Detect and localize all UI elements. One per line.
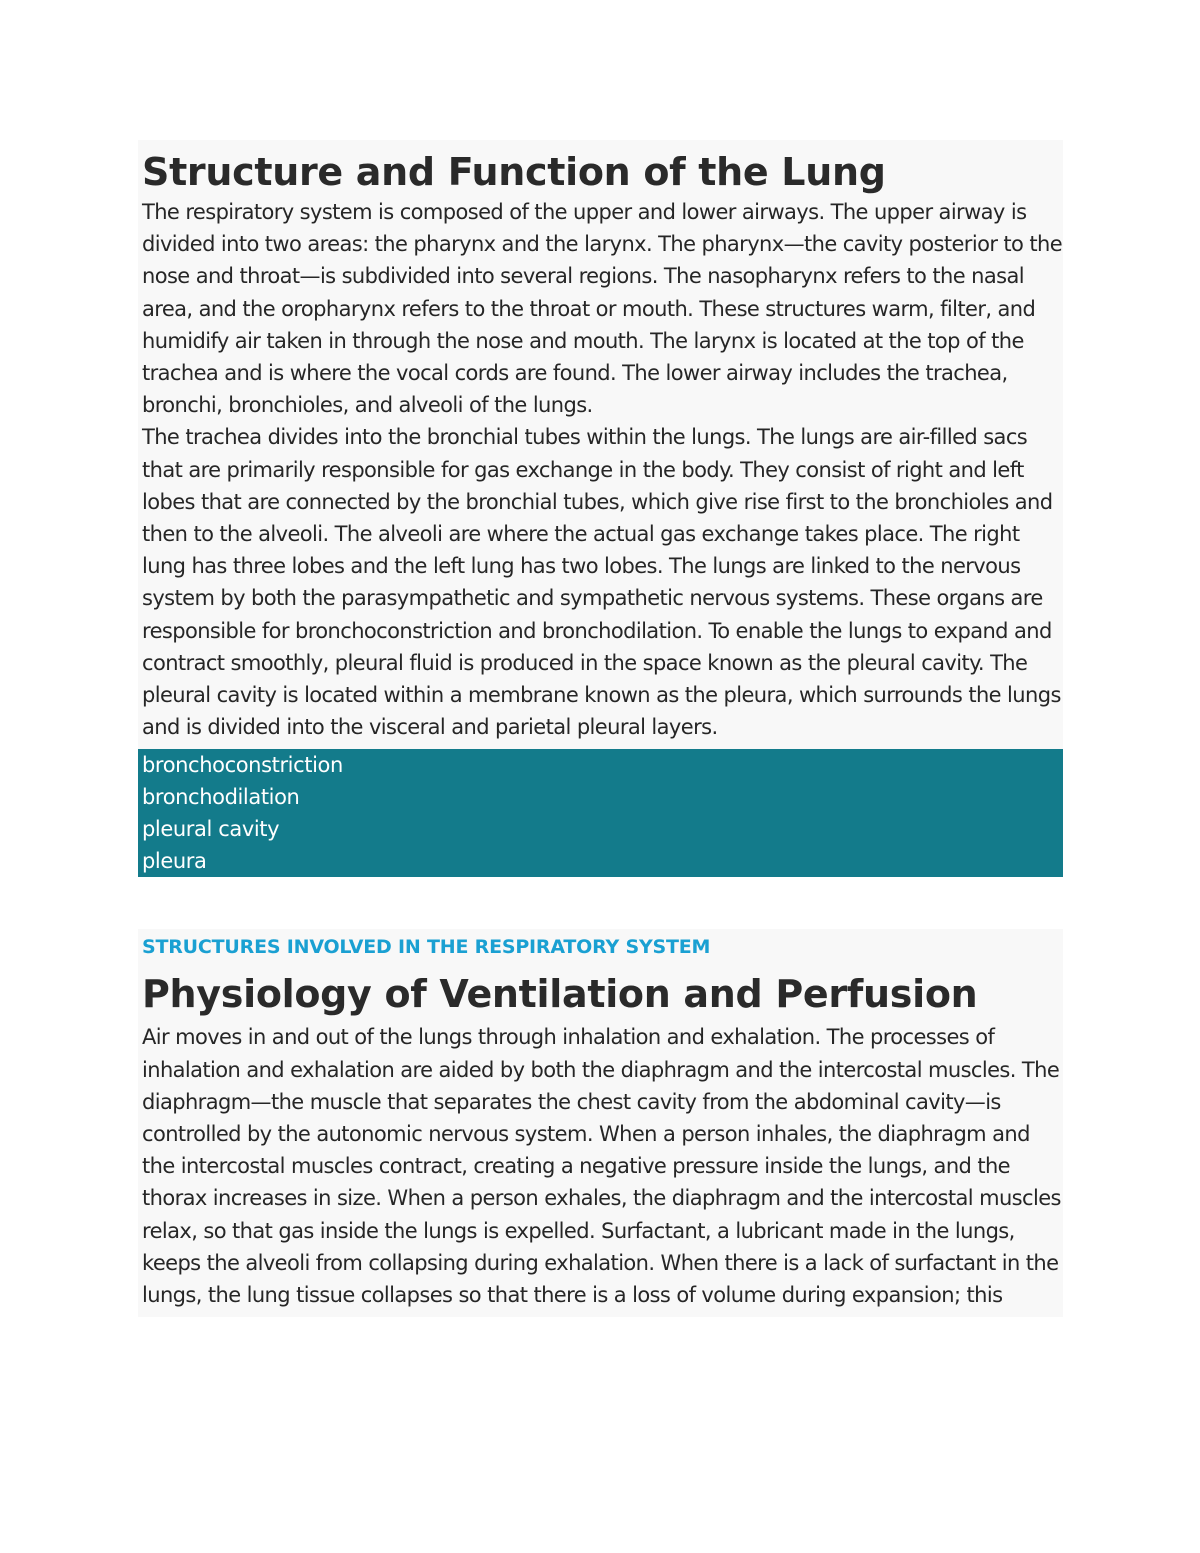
- section-title-ventilation-perfusion: Physiology of Ventilation and Perfusion: [142, 972, 978, 1017]
- document-page: [138, 140, 1063, 1317]
- paragraph-trachea-lungs: The trachea divides into the bronchial tubes within the lungs. The lungs are air-filled sacs that are primarily responsible for gas exchange in the body. They consist of right and left lobes that are connected by the bronchial tubes, which give rise first to the bronchioles and then to the alveoli. The alveoli are where the actual gas exchange takes place. The right lung has three lobes and the left lung has two lobes. The lungs are linked to the nervous system by both the parasympathetic and sympathetic nervous systems. These organs are responsible for bronchoconstriction and bronchodilation. To enable the lungs to expand and contract smoothly, pleural fluid is produced in the space known as the pleural cavity. The pleural cavity is located within a membrane known as the pleura, which surrounds the lungs and is divided into the visceral and parietal pleural layers.: [142, 425, 1061, 740]
- term-link-pleura[interactable]: pleura: [142, 849, 207, 874]
- section-structure-function: [138, 140, 1063, 749]
- paragraph-respiratory-system: The respiratory system is composed of the upper and lower airways. The upper airway is divided into two areas: the pharynx and the larynx. The pharynx—the cavity posterior to the nose and throat—is subdivided into several regions. The nasopharynx refers to the nasal area, and the oropharynx refers to the throat or mouth. These structures warm, filter, and humidify air taken in through the nose and mouth. The larynx is located at the top of the trachea and is where the vocal cords are found. The lower airway includes the trachea, bronchi, bronchioles, and alveoli of the lungs.: [142, 200, 1063, 418]
- key-terms-box: [138, 749, 1063, 877]
- term-link-bronchodilation[interactable]: bronchodilation: [142, 785, 300, 810]
- section-category-label: STRUCTURES INVOLVED IN THE RESPIRATORY SYSTEM: [142, 936, 711, 959]
- term-link-bronchoconstriction[interactable]: bronchoconstriction: [142, 753, 343, 778]
- section-spacer: [138, 877, 1063, 929]
- paragraph-ventilation: Air moves in and out of the lungs through inhalation and exhalation. The processes of inhalation and exhalation are aided by both the diaphragm and the intercostal muscles. The diaphragm—the muscle that separates the chest cavity from the abdominal cavity—is controlled by the autonomic nervous system. When a person inhales, the diaphragm and the intercostal muscles contract, creating a negative pressure inside the lungs, and the thorax increases in size. When a person exhales, the diaphragm and the intercostal muscles relax, so that gas inside the lungs is expelled. Surfactant, a lubricant made in the lungs, keeps the alveoli from collapsing during exhalation. When there is a lack of surfactant in the lungs, the lung tissue collapses so that there is a loss of volume during expansion; this: [142, 1025, 1061, 1308]
- section-title-structure-function: Structure and Function of the Lung: [142, 150, 886, 194]
- term-link-pleural-cavity[interactable]: pleural cavity: [142, 817, 280, 842]
- section-ventilation-perfusion: [138, 929, 1063, 1317]
